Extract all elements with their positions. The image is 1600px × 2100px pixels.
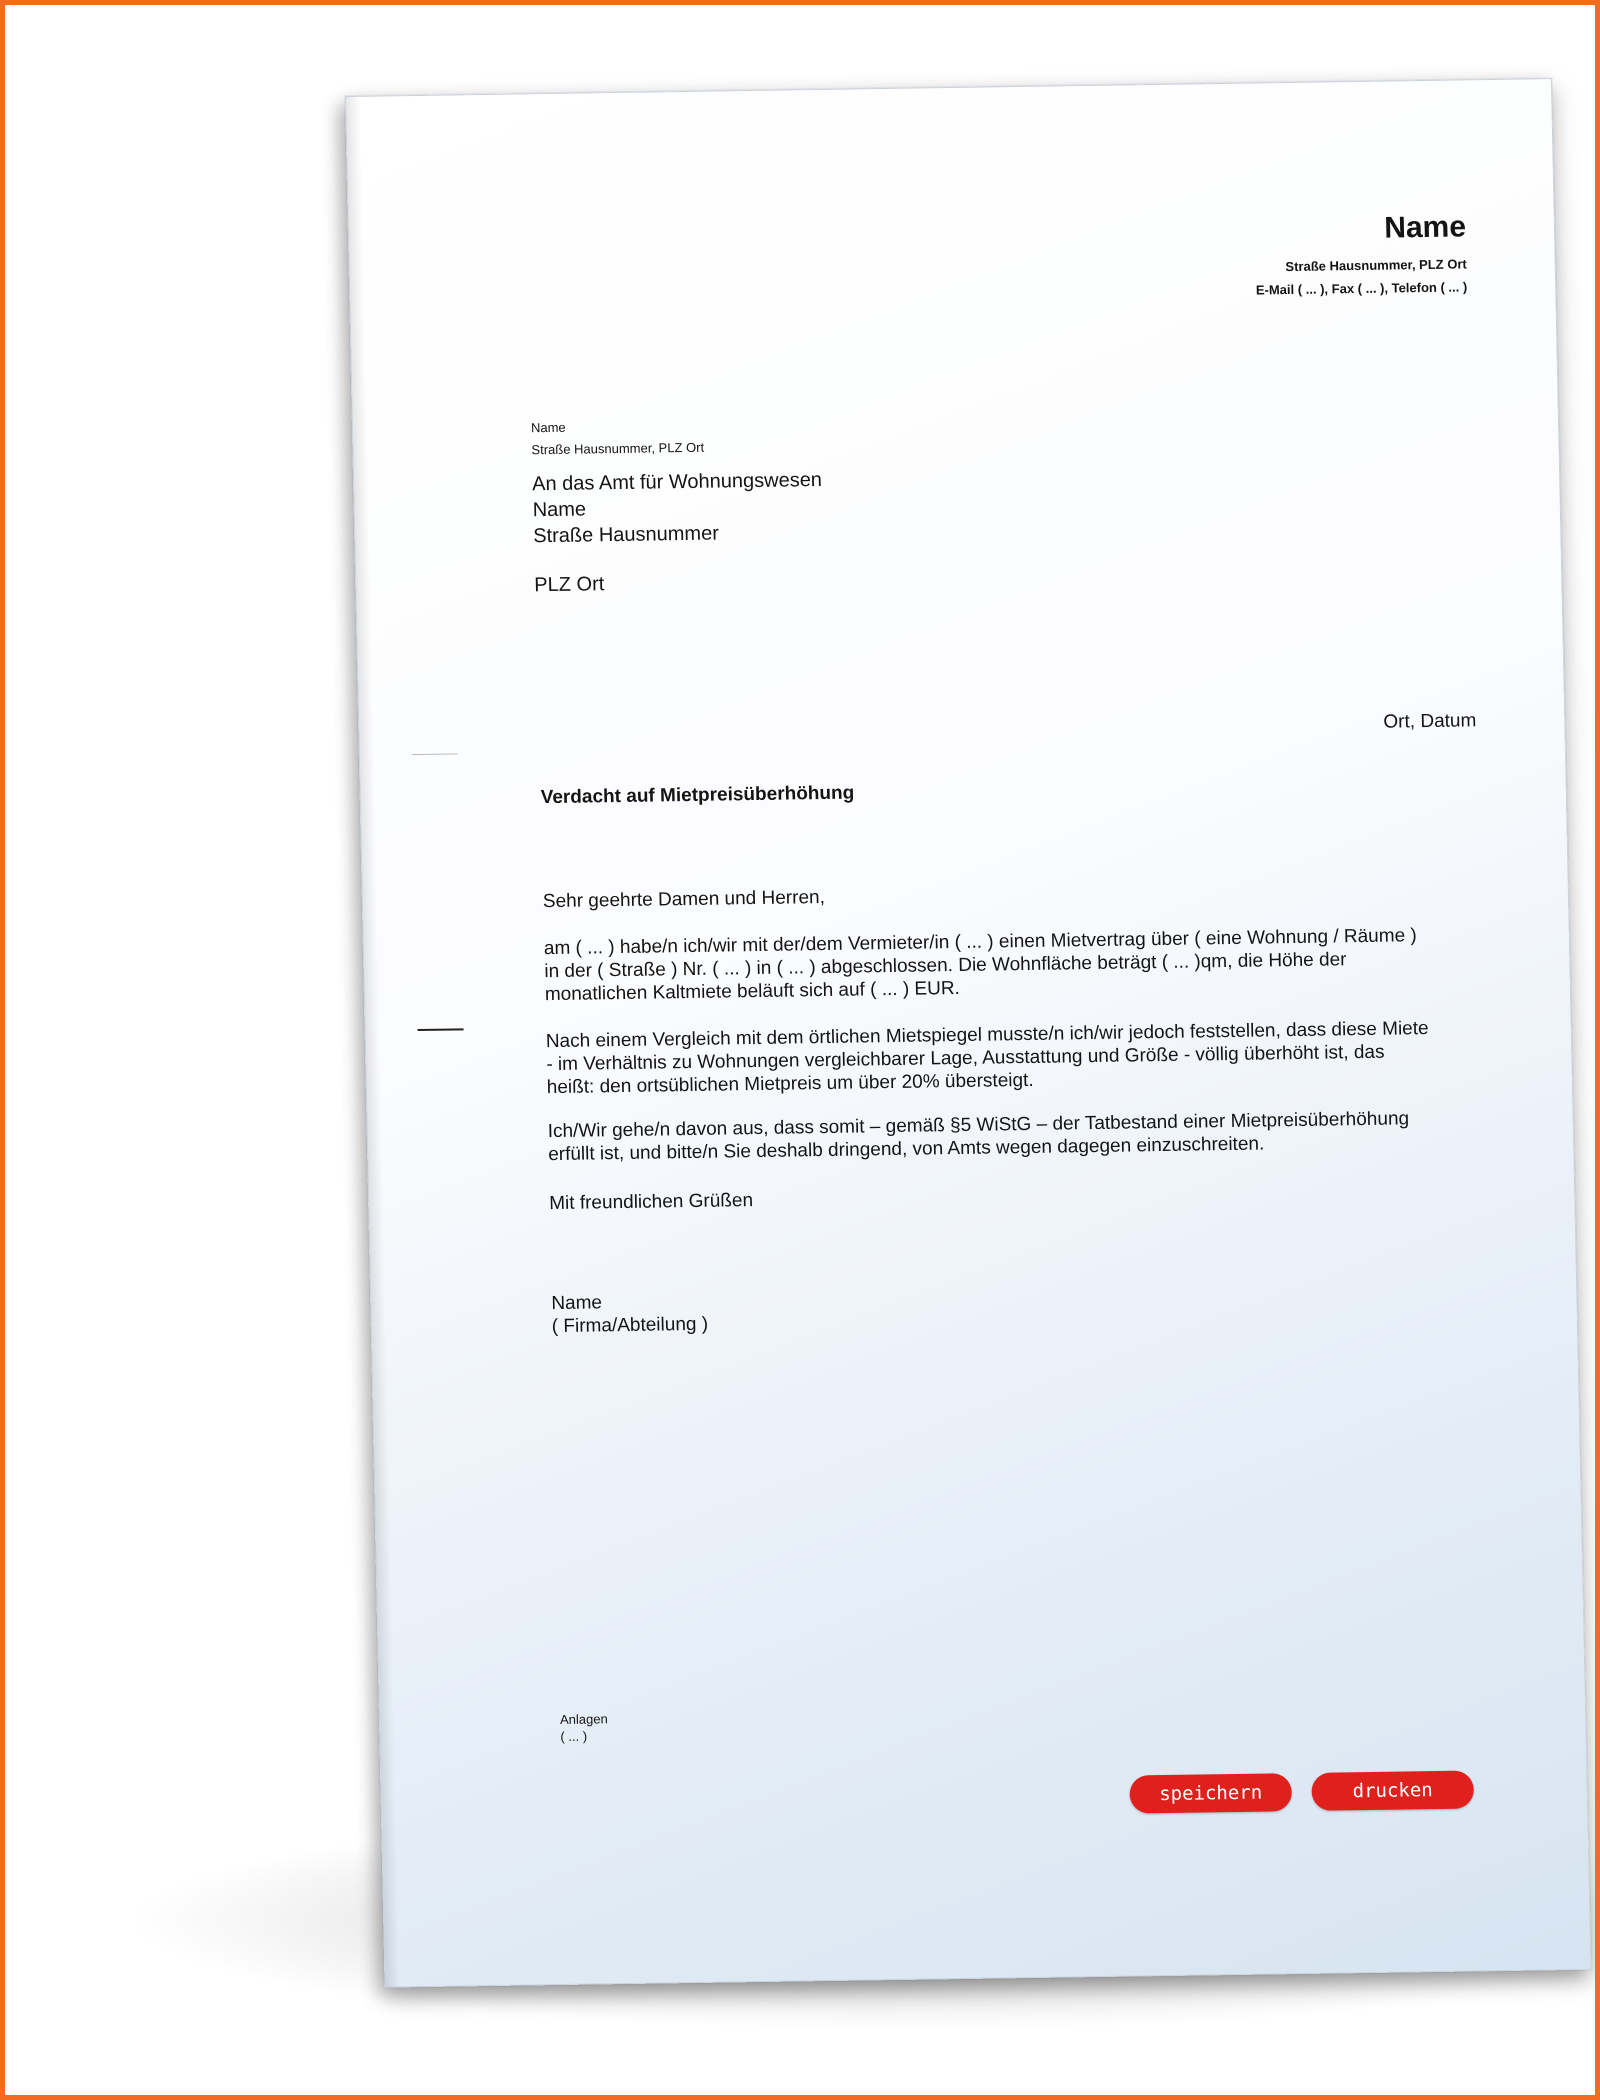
body-paragraph-3: Ich/Wir gehe/n davon aus, dass somit – gemäß §5 WiStG – der Tatbestand einer Mietpreisüberhöhung erfüllt ist, und bitte/n Sie deshalb dringend, von Amts wegen dagegen einzuschreiten. xyxy=(547,1108,1410,1166)
attachments-value: ( ... ) xyxy=(560,1728,588,1744)
letterhead-name: Name xyxy=(1383,210,1467,245)
attachments-label: Anlagen xyxy=(559,1711,608,1727)
salutation: Sehr geehrte Damen und Herren, xyxy=(542,886,826,913)
closing: Mit freundlichen Grüßen xyxy=(549,1190,754,1215)
letter-date: Ort, Datum xyxy=(1383,710,1477,733)
signature-name: Name xyxy=(551,1292,603,1315)
recipient-line-1: An das Amt für Wohnungswesen xyxy=(531,468,823,496)
return-name: Name xyxy=(530,419,566,436)
letter-subject: Verdacht auf Mietpreisüberhöhung xyxy=(540,782,855,809)
print-button[interactable]: drucken xyxy=(1311,1770,1474,1810)
save-button[interactable]: speichern xyxy=(1129,1773,1292,1813)
recipient-line-2: Name xyxy=(532,498,587,522)
body-paragraph-1: am ( ... ) habe/n ich/wir mit der/dem Vermieter/in ( ... ) einen Mietvertrag über ( eine Wohnung / Räume ) in der ( Straße ) Nr. ( ... ) in ( ... ) abgeschlossen. Die Wohnfläche beträgt ( ... )qm, die Höhe der monatlichen Kaltmiete beläuft sich auf ( ... ) EUR. xyxy=(543,925,1417,1006)
signature-department: ( Firma/Abteilung ) xyxy=(551,1313,709,1338)
letterhead-address: Straße Hausnummer, PLZ Ort xyxy=(1285,256,1467,275)
fold-mark xyxy=(412,753,458,755)
letter-page xyxy=(345,78,1591,1988)
punch-mark xyxy=(418,1028,464,1031)
return-address: Straße Hausnummer, PLZ Ort xyxy=(531,439,705,458)
body-paragraph-2: Nach einem Vergleich mit dem örtlichen Mietspiegel musste/n ich/wir jedoch feststellen, dass diese Miete - im Verhältnis zu Wohnungen vergleichbarer Lage, Ausstattung und Größe - völlig überhöht ist, das heißt: den ortsüblichen Mietpreis um über 20% übersteigt. xyxy=(545,1018,1429,1099)
letterhead-contact: E-Mail ( ... ), Fax ( ... ), Telefon ( ... ) xyxy=(1255,279,1468,298)
recipient-line-3: Straße Hausnummer xyxy=(533,522,720,548)
recipient-line-4: PLZ Ort xyxy=(534,573,605,597)
